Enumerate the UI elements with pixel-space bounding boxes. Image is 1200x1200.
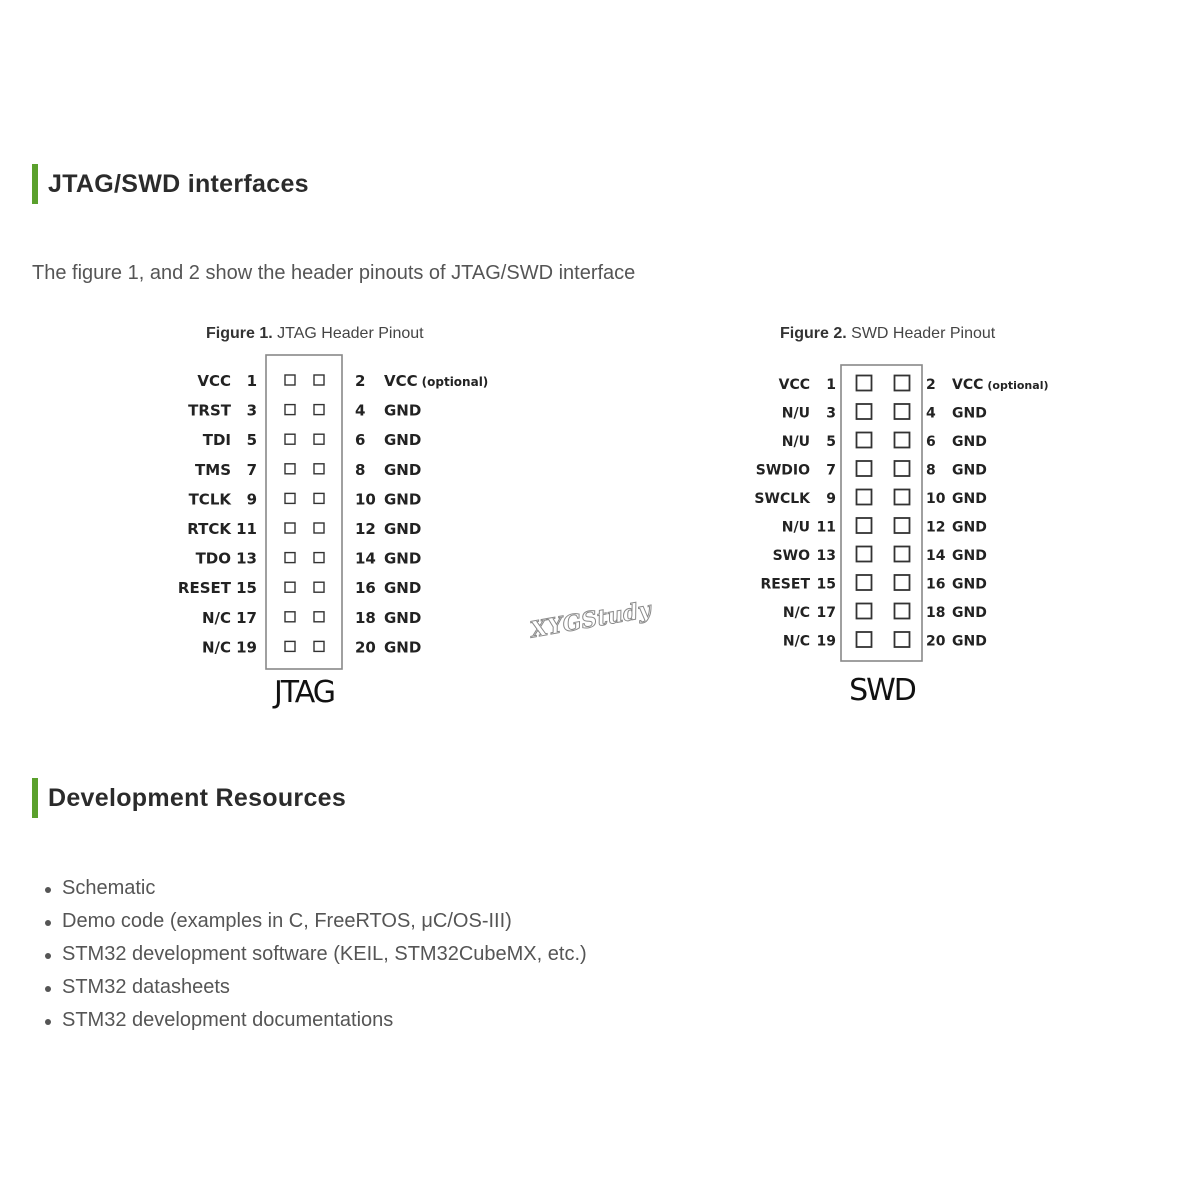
intro-paragraph: The figure 1, and 2 show the header pinouts of JTAG/SWD interface — [32, 262, 636, 284]
swd-right-pin-name: GND — [952, 605, 987, 621]
jtag-right-pin-name: GND — [384, 431, 422, 450]
swd-left-pin-name: N/C — [782, 605, 810, 621]
jtag-pin-odd — [285, 553, 295, 563]
jtag-left-pin-name: TDI — [202, 431, 231, 450]
jtag-connector-body — [266, 355, 342, 669]
figure2-caption — [780, 325, 995, 343]
swd-right-pin-name: GND — [952, 576, 987, 593]
jtag-left-pin-name: TMS — [195, 460, 231, 479]
figure1-caption-prefix: Figure 1. — [206, 325, 273, 342]
swd-label: SWD — [849, 673, 915, 708]
swd-left-pin-number: 17 — [816, 605, 836, 621]
swd-right-pin-name: GND — [952, 434, 987, 450]
swd-left-pin-name: SWCLK — [754, 491, 810, 507]
swd-right-pin-name: VCC (optional) — [952, 377, 1049, 393]
swd-right-pin-number: 8 — [926, 462, 936, 479]
jtag-right-pin-number: 4 — [355, 401, 366, 420]
jtag-pin-even — [314, 612, 324, 622]
jtag-right-pin-name: GND — [384, 490, 422, 509]
swd-pin-odd — [857, 632, 872, 647]
swd-pin-even — [895, 376, 910, 391]
jtag-left-pin-number: 1 — [246, 372, 257, 390]
swd-right-pin-name: GND — [952, 548, 987, 564]
jtag-pin-odd — [285, 375, 295, 385]
jtag-left-pin-name: TCLK — [188, 490, 231, 509]
jtag-pin-even — [314, 464, 324, 474]
swd-right-pin-number: 12 — [926, 519, 946, 536]
swd-right-pin-number: 2 — [926, 377, 936, 393]
swd-pin-even — [895, 518, 910, 533]
jtag-pin-odd — [285, 582, 295, 592]
swd-pin-even — [895, 461, 910, 476]
swd-pin-even — [895, 547, 910, 562]
swd-right-pin-name: GND — [952, 519, 987, 536]
jtag-pin-even — [314, 405, 324, 415]
jtag-left-pin-name: N/C — [201, 608, 231, 627]
figure2-caption-text: SWD Header Pinout — [851, 325, 996, 342]
jtag-right-pin-name: GND — [384, 549, 422, 568]
swd-left-pin-name: RESET — [760, 576, 810, 593]
jtag-pin-even — [314, 641, 324, 651]
jtag-pin-odd — [285, 641, 295, 651]
swd-pin-odd — [857, 604, 872, 619]
swd-left-pin-name: N/C — [782, 633, 810, 650]
swd-left-pin-number: 7 — [826, 462, 836, 479]
jtag-pin-odd — [285, 523, 295, 533]
swd-pin-even — [895, 404, 910, 419]
swd-pin-odd — [857, 433, 872, 448]
jtag-left-pin-number: 9 — [246, 490, 257, 509]
watermark-logo: XYGStudy — [528, 596, 653, 644]
jtag-left-pin-name: RESET — [177, 579, 231, 598]
swd-right-pin-name: GND — [952, 633, 987, 650]
jtag-right-pin-name: GND — [384, 460, 422, 479]
development-resources-heading-text: Development Resources — [48, 784, 347, 812]
swd-left-pin-number: 19 — [816, 633, 836, 650]
jtag-pin-even — [314, 582, 324, 592]
swd-pin-odd — [857, 404, 872, 419]
jtag-left-pin-number: 7 — [246, 460, 257, 479]
resource-item-demo-code[interactable]: Demo code (examples in C, FreeRTOS, μC/OS-III) — [40, 905, 587, 938]
swd-left-pin-name: N/U — [781, 434, 810, 450]
swd-connector-body — [841, 365, 922, 661]
resource-item-documentations[interactable]: STM32 development documentations — [40, 1004, 587, 1037]
jtag-left-pin-number: 17 — [236, 608, 257, 627]
swd-pin-even — [895, 632, 910, 647]
swd-right-pin-number: 10 — [926, 491, 946, 507]
jtag-left-pin-number: 19 — [236, 638, 257, 657]
swd-left-pin-number: 9 — [826, 491, 836, 507]
swd-pin-even — [895, 490, 910, 505]
swd-right-pin-number: 6 — [926, 434, 936, 450]
jtag-right-pin-name: VCC (optional) — [384, 372, 489, 390]
jtag-right-pin-number: 12 — [355, 520, 376, 538]
swd-right-pin-number: 16 — [926, 576, 946, 593]
swd-left-pin-name: VCC — [778, 377, 810, 393]
jtag-right-pin-number: 6 — [355, 431, 366, 450]
jtag-pin-even — [314, 375, 324, 385]
resource-item-datasheets[interactable]: STM32 datasheets — [40, 971, 587, 1004]
swd-optional-note: (optional) — [987, 379, 1049, 392]
swd-left-pin-name: SWDIO — [755, 462, 810, 479]
jtag-pinout — [178, 355, 488, 710]
jtag-pin-even — [314, 553, 324, 563]
swd-pin-odd — [857, 490, 872, 505]
swd-pin-even — [895, 604, 910, 619]
resource-item-schematic[interactable]: Schematic — [40, 872, 587, 905]
jtag-right-pin-number: 16 — [355, 579, 376, 598]
swd-pin-odd — [857, 518, 872, 533]
jtag-pin-odd — [285, 612, 295, 622]
jtag-swd-heading — [32, 164, 309, 204]
jtag-pin-odd — [285, 464, 295, 474]
jtag-left-pin-name: VCC — [197, 372, 231, 390]
jtag-left-pin-name: TDO — [195, 549, 231, 568]
swd-pin-even — [895, 433, 910, 448]
jtag-left-pin-number: 13 — [236, 549, 257, 568]
development-resources-heading — [32, 778, 346, 818]
jtag-left-pin-name: TRST — [188, 401, 231, 420]
jtag-right-pin-number: 8 — [355, 460, 366, 479]
swd-pin-odd — [857, 547, 872, 562]
swd-left-pin-number: 3 — [826, 405, 836, 422]
jtag-right-pin-name: GND — [384, 608, 422, 627]
jtag-left-pin-number: 5 — [246, 431, 257, 450]
swd-left-pin-name: N/U — [781, 405, 810, 422]
swd-right-pin-number: 4 — [926, 405, 936, 422]
jtag-right-pin-number: 2 — [355, 372, 366, 390]
figure1-caption-text: JTAG Header Pinout — [277, 325, 424, 342]
swd-pin-even — [895, 575, 910, 590]
jtag-right-pin-name: GND — [384, 579, 422, 598]
figure2-caption-prefix: Figure 2. — [780, 325, 847, 342]
figure1-caption — [206, 325, 424, 343]
jtag-right-pin-name: GND — [384, 401, 422, 420]
swd-right-pin-name: GND — [952, 462, 987, 479]
swd-left-pin-number: 15 — [816, 576, 836, 593]
jtag-left-pin-name: RTCK — [187, 520, 231, 538]
jtag-right-pin-number: 14 — [355, 549, 376, 568]
jtag-swd-heading-text: JTAG/SWD interfaces — [48, 170, 309, 198]
swd-pin-odd — [857, 376, 872, 391]
jtag-label: JTAG — [273, 675, 335, 710]
jtag-left-pin-number: 3 — [246, 401, 257, 420]
jtag-pin-even — [314, 493, 324, 503]
swd-right-pin-number: 14 — [926, 548, 946, 564]
jtag-right-pin-number: 18 — [355, 608, 376, 627]
jtag-pin-even — [314, 434, 324, 444]
swd-left-pin-number: 13 — [816, 548, 836, 564]
swd-pin-odd — [857, 461, 872, 476]
swd-pin-odd — [857, 575, 872, 590]
swd-right-pin-name: GND — [952, 405, 987, 422]
jtag-pin-even — [314, 523, 324, 533]
resource-item-dev-software[interactable]: STM32 development software (KEIL, STM32CubeMX, etc.) — [40, 938, 587, 971]
swd-right-pin-number: 18 — [926, 605, 946, 621]
jtag-pin-odd — [285, 405, 295, 415]
jtag-left-pin-name: N/C — [201, 638, 231, 657]
swd-left-pin-name: SWO — [772, 548, 810, 564]
swd-left-pin-number: 11 — [816, 519, 836, 536]
jtag-left-pin-number: 15 — [236, 579, 257, 598]
swd-left-pin-name: N/U — [781, 519, 810, 536]
swd-pinout — [754, 365, 1048, 708]
jtag-right-pin-name: GND — [384, 638, 422, 657]
jtag-pin-odd — [285, 493, 295, 503]
resources-list — [40, 872, 587, 1037]
jtag-optional-note: (optional) — [421, 375, 489, 389]
jtag-pin-odd — [285, 434, 295, 444]
swd-left-pin-number: 5 — [826, 434, 836, 450]
jtag-left-pin-number: 11 — [236, 520, 257, 538]
swd-right-pin-name: GND — [952, 491, 987, 507]
jtag-right-pin-number: 10 — [355, 490, 376, 509]
jtag-right-pin-name: GND — [384, 520, 422, 538]
swd-right-pin-number: 20 — [926, 633, 946, 650]
jtag-right-pin-number: 20 — [355, 638, 376, 657]
swd-left-pin-number: 1 — [826, 377, 836, 393]
